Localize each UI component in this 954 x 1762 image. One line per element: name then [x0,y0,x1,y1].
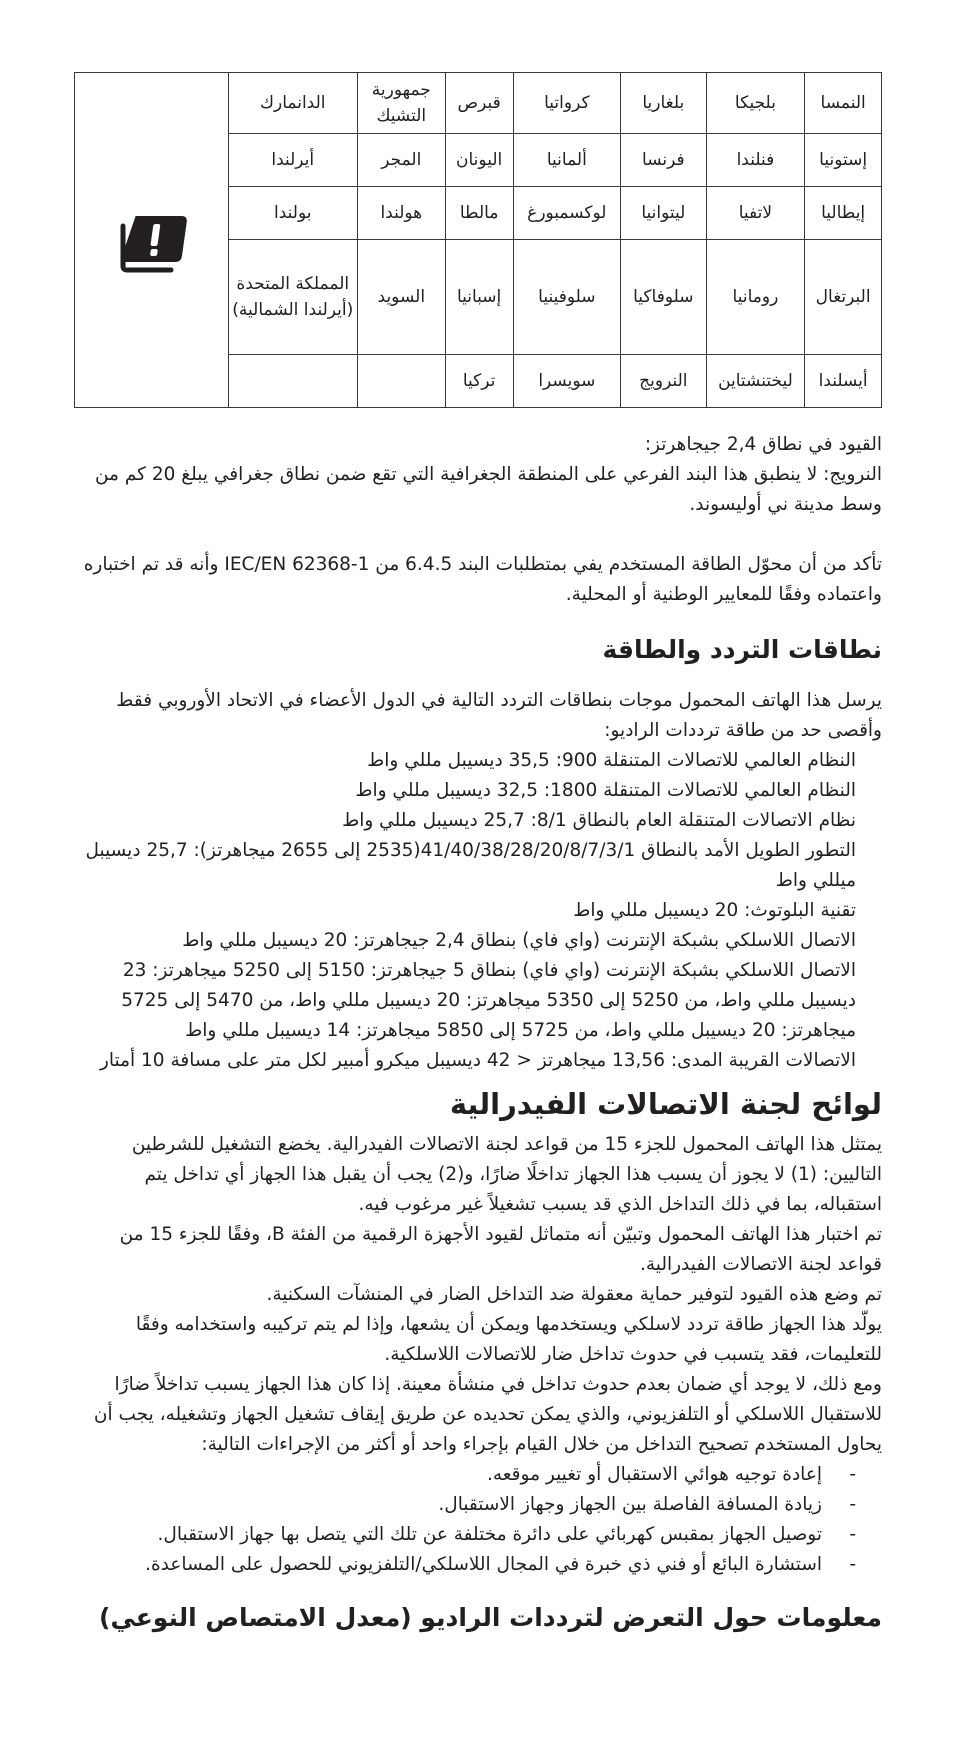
table-cell: إستونيا [805,134,882,187]
fcc-paragraph: تم اختبار هذا الهاتف المحمول وتبيّن أنه متماثل لقيود الأجهزة الرقمية من الفئة B، وفقًا للجزء 15 من قواعد لجنة الاتصالات الفيدرالية. [119,1224,882,1275]
table-cell: أيرلندا [228,134,357,187]
table-cell [357,355,445,408]
bands-intro: يرسل هذا الهاتف المحمول موجات بنطاقات التردد التالية في الدول الأعضاء في الاتحاد الأوروبي فقط وأقصى حد من طاقة ترددات الراديو: [116,690,882,741]
document-page [74,72,882,1654]
fcc-paragraphs [74,1130,882,1460]
table-cell: النرويج [621,355,707,408]
table-cell: المملكة المتحدة (أيرلندا الشمالية) [228,240,357,355]
list-dash: - [849,1494,856,1515]
table-cell: هولندا [357,187,445,240]
table-cell: المجر [357,134,445,187]
table-cell: فنلندا [706,134,805,187]
countries-table [74,72,882,408]
warning-exclamation-icon [115,206,187,274]
table-cell: إسبانيا [445,240,513,355]
table-cell: سويسرا [513,355,620,408]
list-dash: - [849,1464,856,1485]
table-cell: ألمانيا [513,134,620,187]
table-cell: جمهورية التشيك [357,73,445,134]
fcc-action-item [74,1520,856,1550]
restrictions-title: القيود في نطاق 2,4 جيجاهرتز: [644,434,882,455]
warning-icon-cell [75,73,229,408]
table-cell: كرواتيا [513,73,620,134]
fcc-actions-list [74,1460,882,1580]
adapter-note: تأكد من أن محوّل الطاقة المستخدم يفي بمتطلبات البند 6.4.5 من IEC/EN 62368-1 وأنه قد تم اختباره واعتماده وفقًا للمعايير الوطنية أو المحلية. [83,554,882,605]
sar-heading: معلومات حول التعرض لترددات الراديو (معدل الامتصاص النوعي) [99,1603,882,1632]
table-cell: قبرص [445,73,513,134]
band-item: تقنية البلوتوث: 20 ديسيبل مللي واط [573,900,856,921]
band-item: نظام الاتصالات المتنقلة العام بالنطاق 8/1: 25,7 ديسيبل مللي واط [342,810,856,831]
fcc-action-item [74,1460,856,1490]
band-item: الاتصال اللاسلكي بشبكة الإنترنت (واي فاي) بنطاق 5 جيجاهرتز: 5150 إلى 5250 ميجاهرتز: 23 ديسيبل مللي واط، من 5250 إلى 5350 ميجاهرتز: 20 ديسيبل مللي واط، من 5470 إلى 5725 ميجاهرتز: 20 ديسيبل مللي واط، من 5725 إلى 5850 ميجاهرتز: 14 ديسيبل مللي واط [121,960,856,1041]
list-dash: - [849,1524,856,1545]
band-item: الاتصالات القريبة المدى: 13,56 ميجاهرتز < 42 ديسيبل ميكرو أمبير لكل متر على مسافة 10 أمتار [99,1050,856,1071]
table-cell: أيسلندا [805,355,882,408]
table-cell: تركيا [445,355,513,408]
table-cell: ليتوانيا [621,187,707,240]
table-cell: اليونان [445,134,513,187]
table-cell: لوكسمبورغ [513,187,620,240]
table-cell: لاتفيا [706,187,805,240]
table-row [75,73,882,134]
fcc-paragraph: يولّد هذا الجهاز طاقة تردد لاسلكي ويستخدمها ويمكن أن يشعها، وإذا لم يتم تركيبه واستخدامه وفقًا للتعليمات، فقد يتسبب في حدوث تداخل ضار للاتصالات اللاسلكية. [135,1314,882,1365]
table-cell: بلجيكا [706,73,805,134]
fcc-action-text: استشارة البائع أو فني ذي خبرة في المجال اللاسلكي/التلفزيوني للحصول على المساعدة. [145,1554,822,1575]
band-item: النظام العالمي للاتصالات المتنقلة 1800: 32,5 ديسيبل مللي واط [355,780,856,801]
band-item: التطور الطويل الأمد بالنطاق 41/40/38/28/20/8/7/3/1(2535 إلى 2655 ميجاهرتز): 25,7 ديسيبل ميللي واط [85,840,856,891]
table-cell: رومانيا [706,240,805,355]
table-cell: البرتغال [805,240,882,355]
fcc-action-text: إعادة توجيه هوائي الاستقبال أو تغيير موقعه. [486,1464,822,1485]
fcc-action-item [74,1550,856,1580]
fcc-action-text: زيادة المسافة الفاصلة بين الجهاز وجهاز الاستقبال. [438,1494,822,1515]
band-list [74,746,882,1076]
table-cell: السويد [357,240,445,355]
fcc-paragraph: يمتثل هذا الهاتف المحمول للجزء 15 من قواعد لجنة الاتصالات الفيدرالية. يخضع التشغيل للشرطين التاليين: (1) لا يجوز أن يسبب هذا الجهاز تداخلًا ضارًا، و(2) يجب أن يقبل هذا الجهاز أي تداخل يتم استقباله، بما في ذلك التداخل الذي قد يسبب تشغيلاً غير مرغوب فيه. [131,1134,882,1215]
fcc-paragraph: ومع ذلك، لا يوجد أي ضمان بعدم حدوث تداخل في منشأة معينة. إذا كان هذا الجهاز يسبب تداخلاً ضارًا للاستقبال اللاسلكي أو التلفزيوني، والذي يمكن تحديده عن طريق إيقاف تشغيل الجهاز وتشغيله، يجب أن يحاول المستخدم تصحيح التداخل من خلال القيام بإجراء واحد أو أكثر من الإجراءات التالية: [93,1374,882,1455]
fcc-heading: لوائح لجنة الاتصالات الفيدرالية [449,1087,882,1121]
bands-heading: نطاقات التردد والطاقة [602,635,882,664]
table-cell: الدانمارك [228,73,357,134]
fcc-action-text: توصيل الجهاز بمقبس كهربائي على دائرة مختلفة عن تلك التي يتصل بها جهاز الاستقبال. [157,1524,822,1545]
band-item: الاتصال اللاسلكي بشبكة الإنترنت (واي فاي) بنطاق 2,4 جيجاهرتز: 20 ديسيبل مللي واط [182,930,856,951]
fcc-action-item [74,1490,856,1520]
table-cell [228,355,357,408]
table-cell: سلوفينيا [513,240,620,355]
fcc-paragraph: تم وضع هذه القيود لتوفير حماية معقولة ضد التداخل الضار في المنشآت السكنية. [266,1284,882,1305]
table-cell: بلغاريا [621,73,707,134]
table-cell: النمسا [805,73,882,134]
table-cell: فرنسا [621,134,707,187]
restrictions-norway: النرويج: لا ينطبق هذا البند الفرعي على المنطقة الجغرافية التي تقع ضمن نطاق جغرافي يبلغ 20 كم من وسط مدينة ني أوليسوند. [94,464,882,515]
table-cell: ليختنشتاين [706,355,805,408]
table-cell: بولندا [228,187,357,240]
band-item: النظام العالمي للاتصالات المتنقلة 900: 35,5 ديسيبل مللي واط [367,750,856,771]
table-cell: مالطا [445,187,513,240]
table-cell: إيطاليا [805,187,882,240]
list-dash: - [849,1554,856,1575]
table-cell: سلوفاكيا [621,240,707,355]
